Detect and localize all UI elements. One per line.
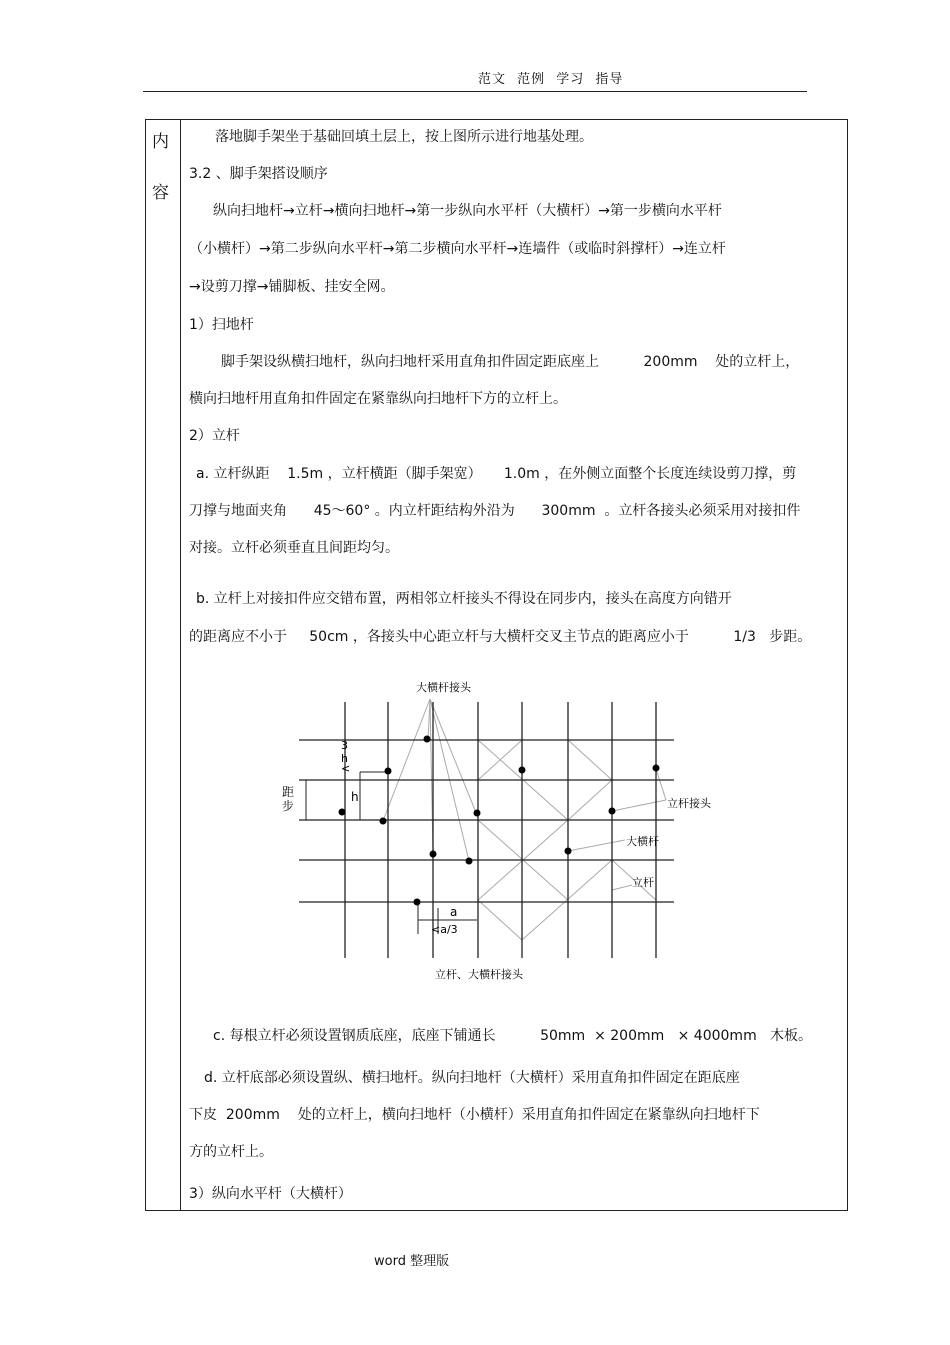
paragraph-line: 脚手架设纵横扫地杆，纵向扫地杆采用直角扣件固定距底座上 200mm 处的立杆上， — [221, 354, 800, 370]
diagram-label-standard-joint: 立杆接头 — [667, 797, 711, 810]
diagram-label-a: a — [450, 905, 458, 919]
diagram-label-h-third-1: 3 — [341, 739, 348, 752]
subsection-heading: 2）立杆 — [189, 428, 240, 444]
diagram-label-step-distance-1: 距 — [282, 785, 295, 799]
subsection-heading: 1）扫地杆 — [189, 317, 254, 333]
diagram-label-step-distance-2: 步 — [282, 799, 295, 813]
page-footer-text: word 整理版 — [374, 1254, 450, 1269]
paragraph-line: 的距离应不小于 50cm ，各接头中心距立杆与大横杆交叉主节点的距离应小于 1/3 步距。 — [189, 629, 812, 645]
side-label-nei: 内 — [152, 132, 169, 152]
paragraph-line: 落地脚手架坐于基础回填土层上，按上图所示进行地基处理。 — [215, 129, 593, 145]
diagram-grid-ledgers — [299, 740, 674, 902]
paragraph-line: →设剪刀撑→铺脚板、挂安全网。 — [189, 279, 395, 295]
paragraph-line: 对接。立杆必须垂直且间距均匀。 — [189, 540, 399, 556]
paragraph-line: a. 立杆纵距 1.5m ，立杆横距（脚手架宽） 1.0m ，在外侧立面整个长度连续设剪刀撑，剪 — [196, 466, 797, 482]
paragraph-line: 纵向扫地杆→立杆→横向扫地杆→第一步纵向水平杆（大横杆）→第一步横向水平杆 — [213, 203, 722, 219]
section-heading: 3.2 、脚手架搭设顺序 — [189, 166, 328, 182]
table-column-divider — [180, 119, 181, 1211]
diagram-label-h-third-3: < — [341, 762, 351, 775]
paragraph-line: 方的立杆上。 — [189, 1144, 273, 1160]
diagram-label-ledger-joint: 大横杆接头 — [416, 681, 471, 694]
diagram-label-h-third-2: h — [341, 752, 348, 765]
paragraph-line: d. 立杆底部必须设置纵、横扫地杆。纵向扫地杆（大横杆）采用直角扣件固定在距底座 — [204, 1070, 740, 1086]
paragraph-line: （小横杆）→第二步纵向水平杆→第二步横向水平杆→连墙件（或临时斜撑杆）→连立杆 — [189, 241, 726, 257]
diagram-label-a-third: <a/3 — [431, 923, 458, 936]
subsection-heading: 3）纵向水平杆（大横杆） — [189, 1186, 352, 1202]
paragraph-line: 横向扫地杆用直角扣件固定在紧靠纵向扫地杆下方的立杆上。 — [189, 391, 567, 407]
scaffold-joint-diagram — [270, 672, 730, 990]
diagram-label-ledger: 大横杆 — [626, 835, 659, 848]
paragraph-line: b. 立杆上对接扣件应交错布置，两相邻立杆接头不得设在同步内，接头在高度方向错开 — [196, 591, 732, 607]
paragraph-line: 刀撑与地面夹角 45～60° 。内立杆距结构外沿为 300mm 。立杆各接头必须采用对接扣件 — [189, 503, 801, 519]
side-label-rong: 容 — [152, 183, 169, 203]
diagram-caption: 立杆、大横杆接头 — [435, 968, 523, 981]
paragraph-line: 下皮 200mm 处的立杆上，横向扫地杆（小横杆）采用直角扣件固定在紧靠纵向扫地杆下 — [189, 1107, 760, 1123]
page-header-text: 范文 范例 学习 指导 — [478, 72, 624, 87]
diagram-label-h: h — [351, 790, 359, 804]
header-rule — [143, 91, 807, 92]
diagram-label-standard: 立杆 — [632, 876, 654, 889]
paragraph-line: c. 每根立杆必须设置钢质底座，底座下铺通长 50mm × 200mm × 4000mm 木板。 — [213, 1028, 813, 1044]
